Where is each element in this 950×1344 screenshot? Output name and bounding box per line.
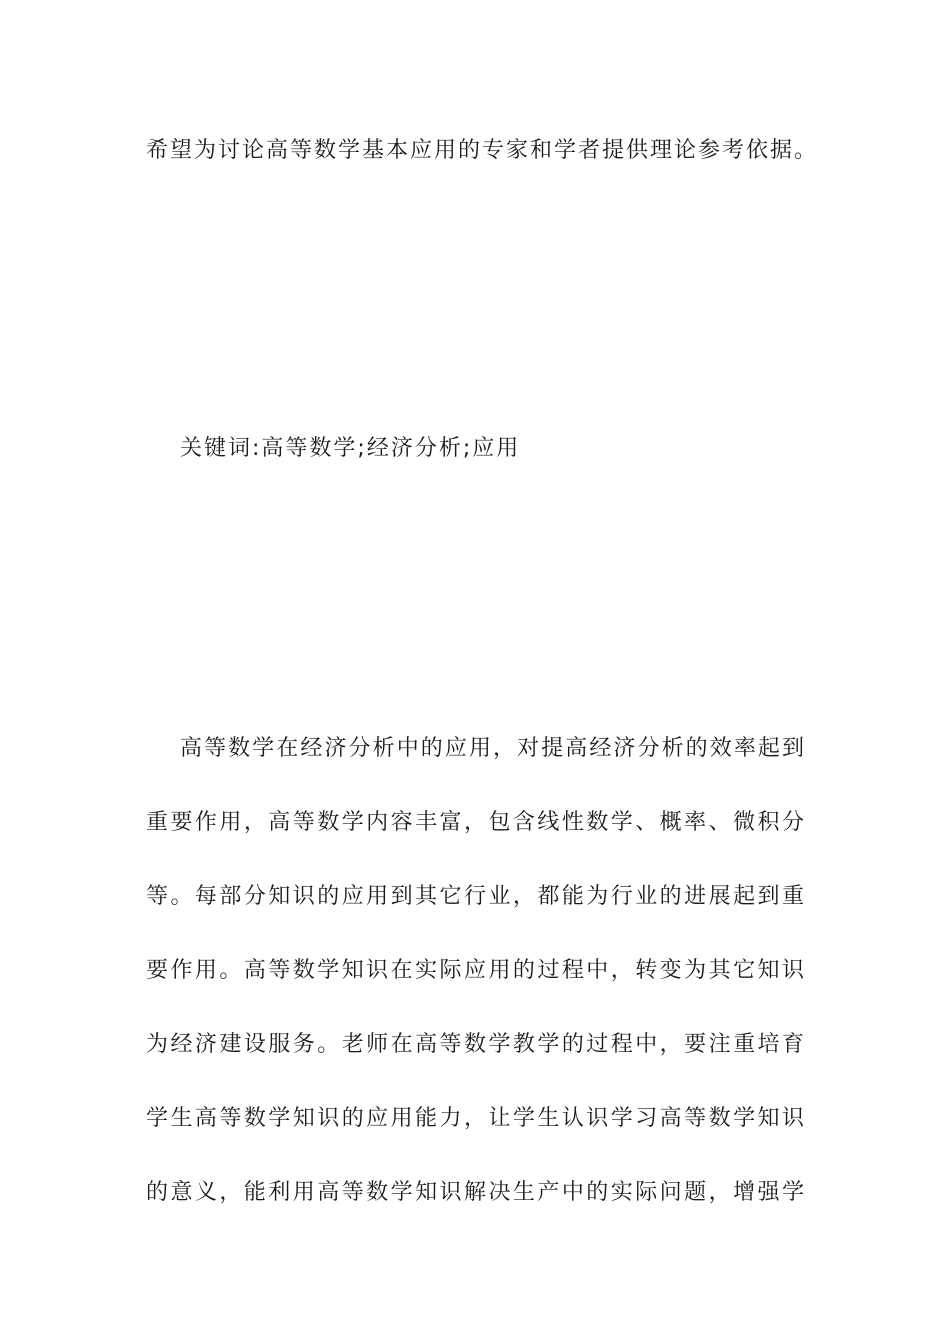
- paragraph-line-5: 为经济建设服务。老师在高等数学教学的过程中，要注重培育: [146, 1032, 806, 1057]
- paragraph-line-3: 等。每部分知识的应用到其它行业，都能为行业的进展起到重: [146, 884, 806, 909]
- paragraph-line-4: 要作用。高等数学知识在实际应用的过程中，转变为其它知识: [146, 958, 806, 983]
- abstract-closing-line: 希望为讨论高等数学基本应用的专家和学者提供理论参考依据。: [146, 138, 819, 163]
- paragraph-line-1: 高等数学在经济分析中的应用，对提高经济分析的效率起到: [180, 736, 806, 761]
- paragraph-line-7: 的意义，能利用高等数学知识解决生产中的实际问题，增强学: [146, 1180, 806, 1205]
- keywords-line: 关键词:高等数学;经济分析;应用: [180, 436, 521, 461]
- paragraph-line-2: 重要作用，高等数学内容丰富，包含线性数学、概率、微积分: [146, 810, 806, 835]
- paragraph-line-6: 学生高等数学知识的应用能力，让学生认识学习高等数学知识: [146, 1106, 806, 1131]
